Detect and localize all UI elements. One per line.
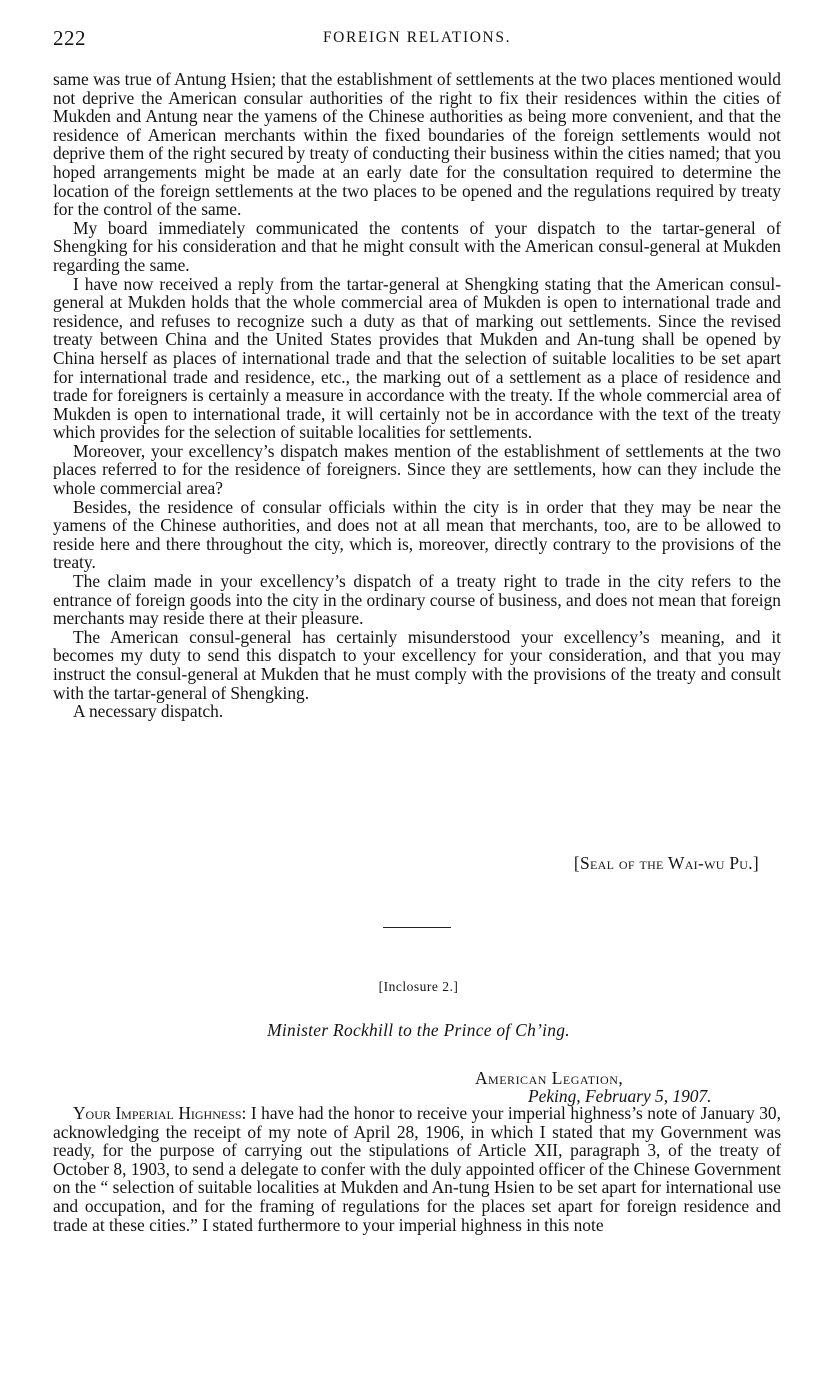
running-title: FOREIGN RELATIONS. — [322, 29, 512, 46]
dispatch-body — [53, 70, 781, 721]
paragraph: A necessary dispatch. — [73, 701, 224, 722]
paragraph: Besides, the residence of consular officials within the city is in order that they may be near the yamens of the Chinese authorities, and does not at all mean that merchants, too, are to be allowed to reside here and there throughout the city, which is, moreover, directly contrary to the provisions of the treaty. — [53, 496, 781, 573]
paragraph: The American consul-general has certainly misunderstood your excellency’s meaning, and it becomes my duty to send this dispatch to your excellency for your consideration, and that you may instruct the consul-general at Mukden that he must comply with the provisions of the treaty and consult with the tartar-general of Shengking. — [53, 626, 781, 703]
letter-address-line1: American Legation, — [475, 1068, 624, 1088]
inclosure-label: [Inclosure 2.] — [378, 979, 459, 994]
letter-text: I have had the honor to receive your imperial highness’s note of January 30, acknowledging the receipt of my note of April 28, 1906, in which I stated that my Government was ready, for the purpose of carrying out the stipulations of Article XII, paragraph 3, of the treaty of October 8, 1903, to send a delegate to confer with the duly appointed officer of the Chinese Government on the “ selection of suitable localities at Mukden and An-tung Hsien to be set apart for international use and occupation, and for the framing of regulations for the places set apart for foreign residence and trade at these cities.” I stated furthermore to your imperial highness in this note — [53, 1103, 781, 1235]
running-head — [53, 26, 781, 50]
paragraph: The claim made in your excellency’s dispatch of a treaty right to trade in the city refers to the entrance of foreign goods into the city in the ordinary course of business, and does not mean that foreign merchants may reside there at their pleasure. — [53, 571, 781, 629]
paragraph: same was true of Antung Hsien; that the establishment of settlements at the two places mentioned would not deprive the American consular authorities of the right to fix their residences within the cities of Mukden and Antung near the yamens of the Chinese authorities as being more convenient, and that the residence of American merchants within the fixed boundaries of the foreign settlements would not deprive them of the right secured by treaty of conducting their business within the cities named; that you hoped arrangements might be made at an early date for the consultation required to determine the location of the foreign settlements at the two places to be opened and the regulations required by treaty for the control of the same. — [53, 69, 781, 220]
letter-body — [53, 1104, 781, 1234]
page-number: 222 — [53, 26, 86, 50]
paragraph: My board immediately communicated the contents of your dispatch to the tartar-general of Shengking for his consideration and that he might consult with the American consul-general at Mukden regarding the same. — [53, 217, 781, 275]
paragraph: Moreover, your excellency’s dispatch makes mention of the establishment of settlements at the two places referred to for the residence of foreigners. Since they are settlements, how can they include the whole commercial area? — [53, 440, 781, 499]
letter-title: Minister Rockhill to the Prince of Ch’ing. — [267, 1020, 570, 1040]
salutation: Your Imperial Highness: — [73, 1103, 247, 1123]
letter-address-line2: Peking, February 5, 1907. — [528, 1086, 712, 1106]
seal-line: [Seal of the Wai-wu Pu.] — [573, 853, 759, 873]
paragraph: I have now received a reply from the tartar-general at Shengking stating that the American consul-general at Mukden holds that the whole commercial area of Mukden is open to international trade and residence, and refuses to recognize such a duty as that of marking out settlements. Since the revised treaty between China and the United States provides that Mukden and An-tung shall be opened by China herself as places of international trade and that the selection of suitable localities to be set apart for international trade and residence, etc., the marking out of a settlement as a place of residence and trade for foreigners is certainly a measure in accordance with the treaty. If the whole commercial area of Mukden is open to international trade, it will certainly not be in accordance with the text of the treaty which provides for the selection of suitable localities for settlements. — [53, 273, 781, 443]
section-divider — [383, 927, 451, 928]
letter-paragraph — [53, 1104, 781, 1234]
